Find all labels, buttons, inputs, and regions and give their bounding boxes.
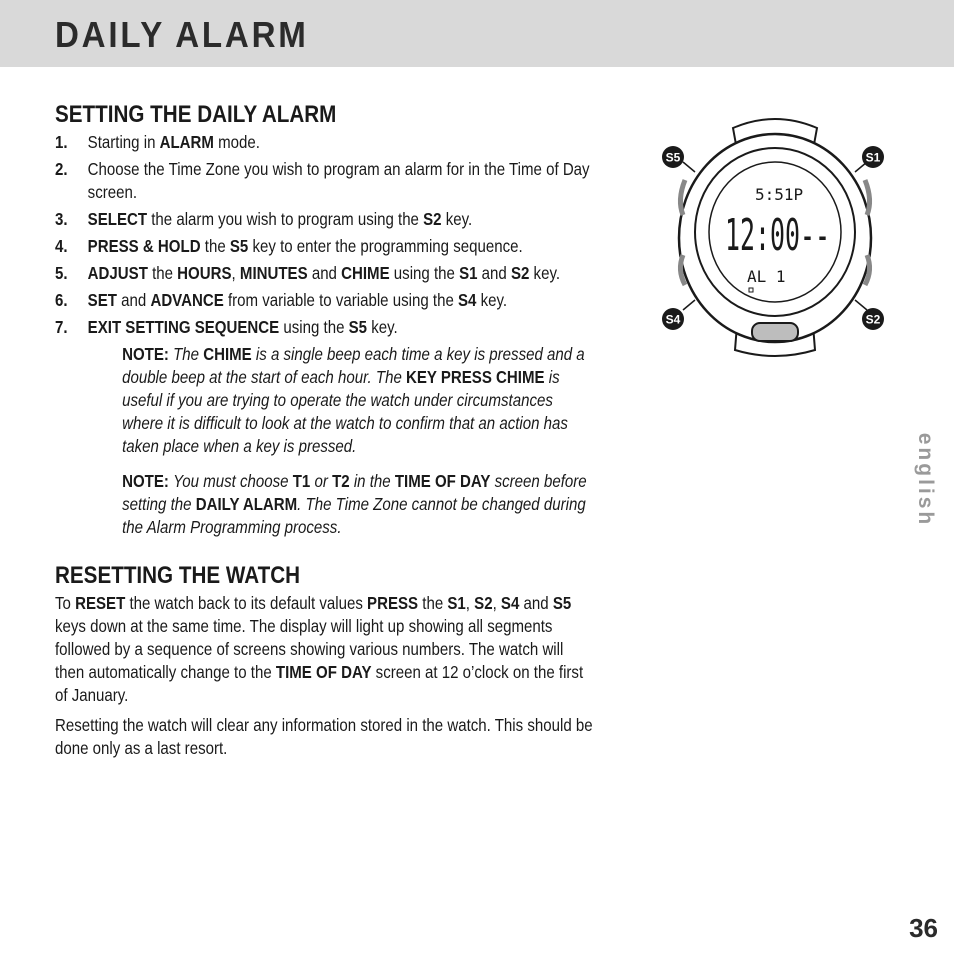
text-run: The <box>173 344 204 364</box>
text-run: in the <box>349 471 395 491</box>
svg-text:S2: S2 <box>865 312 881 327</box>
label-s4 <box>662 308 684 330</box>
step-number: 5. <box>55 263 68 283</box>
text-run: the watch back to its default values <box>125 593 368 613</box>
bold-text: TIME OF DAY <box>275 662 372 682</box>
step-item <box>55 208 595 231</box>
text-run: , <box>465 593 475 613</box>
text-run: using the <box>389 263 460 283</box>
label-s1 <box>862 146 884 168</box>
label-s5 <box>662 146 684 168</box>
bold-text: S4 <box>500 593 520 613</box>
text-run: key. <box>367 317 398 337</box>
bold-text: ADVANCE <box>150 290 224 310</box>
text-run: Resetting the watch will clear any information stored in the watch. This should be done only as a last resort. <box>55 715 593 758</box>
text-run: and <box>116 290 151 310</box>
main-content <box>55 100 595 767</box>
step-number: 2. <box>55 159 68 179</box>
bold-text: T2 <box>332 471 350 491</box>
pointer-s5 <box>683 162 695 172</box>
step-number: 1. <box>55 132 68 152</box>
text-run: is a single beep each time a key is pressed and a double beep at the start of each hour. The <box>122 344 585 387</box>
bold-text: SET <box>87 290 117 310</box>
reset-paragraphs <box>55 592 595 760</box>
text-run: or <box>310 471 333 491</box>
watch-display-main: 12:00-- <box>725 210 830 261</box>
note <box>122 343 595 458</box>
bold-text: KEY PRESS CHIME <box>406 367 545 387</box>
step-item <box>55 316 595 339</box>
bold-text: S5 <box>229 236 249 256</box>
text-run: key to enter the programming sequence. <box>248 236 523 256</box>
text-run: screen at 12 o’clock on the first of January. <box>55 662 584 705</box>
svg-text:S4: S4 <box>665 312 681 327</box>
bold-text: EXIT SETTING SEQUENCE <box>87 317 280 337</box>
bold-text: S2 <box>474 593 493 613</box>
bold-text: RESET <box>75 593 126 613</box>
bold-text: ALARM <box>159 132 214 152</box>
bold-text: S1 <box>459 263 478 283</box>
text-run: Starting in <box>87 132 160 152</box>
text-run: mode. <box>213 132 260 152</box>
step-item <box>55 131 595 154</box>
bold-text: DAILY ALARM <box>195 494 298 514</box>
text-run: Choose the Time Zone you wish to program an alarm for in the Time of Day screen. <box>87 159 590 202</box>
watch-front-button <box>752 323 798 341</box>
language-label: english <box>914 432 937 528</box>
watch-display-top: 5:51P <box>755 185 804 204</box>
bold-text: CHIME <box>341 263 390 283</box>
watch-illustration <box>655 110 895 365</box>
steps-list <box>55 131 595 339</box>
pointer-s4 <box>683 300 695 310</box>
notes-block <box>55 343 595 539</box>
reset-paragraph <box>55 714 595 760</box>
page-title: DAILY ALARM <box>55 14 309 55</box>
bold-text: PRESS <box>367 593 419 613</box>
page-number: 36 <box>909 913 938 943</box>
bold-text: ADJUST <box>87 263 148 283</box>
bold-text: MINUTES <box>239 263 308 283</box>
text-run: the <box>200 236 230 256</box>
note <box>122 470 595 539</box>
bold-text: T1 <box>292 471 311 491</box>
svg-text:S1: S1 <box>865 150 881 165</box>
text-run: key. <box>441 209 473 229</box>
watch-display-bottom: AL 1 <box>747 267 786 286</box>
language-tab <box>895 430 954 530</box>
text-run: the <box>418 593 448 613</box>
bold-text: TIME OF DAY <box>394 471 491 491</box>
bold-text: S2 <box>423 209 442 229</box>
step-number: 4. <box>55 236 68 256</box>
step-number: 3. <box>55 209 68 229</box>
section-heading-resetting: RESETTING THE WATCH <box>55 562 301 589</box>
step-number: 7. <box>55 317 68 337</box>
pointer-s2 <box>855 300 867 310</box>
text-run: using the <box>279 317 349 337</box>
text-run: and <box>307 263 342 283</box>
step-item <box>55 289 595 312</box>
text-run: keys down at the same time. The display will light up showing all segments followed by a sequence of screens showing various numbers. The watch will then automatically change to the <box>55 616 564 682</box>
bold-text: NOTE: <box>122 471 174 491</box>
text-run: To <box>55 593 76 613</box>
bold-text: S5 <box>348 317 368 337</box>
text-run: the <box>147 263 178 283</box>
section-heading-setting: SETTING THE DAILY ALARM <box>55 101 337 128</box>
bold-text: HOURS <box>177 263 232 283</box>
reset-paragraph <box>55 592 595 707</box>
label-s2 <box>862 308 884 330</box>
bold-text: S5 <box>552 593 572 613</box>
text-run: the alarm you wish to program using the <box>147 209 424 229</box>
bold-text: S1 <box>447 593 466 613</box>
step-item <box>55 262 595 285</box>
text-run: . The Time Zone cannot be changed during the Alarm Programming process. <box>122 494 586 537</box>
bold-text: S2 <box>510 263 530 283</box>
text-run: and <box>477 263 511 283</box>
step-item <box>55 158 595 204</box>
text-run: and <box>519 593 553 613</box>
bold-text: PRESS & HOLD <box>87 236 201 256</box>
step-number: 6. <box>55 290 68 310</box>
text-run: from variable to variable using the <box>223 290 459 310</box>
step-item <box>55 235 595 258</box>
text-run: key. <box>476 290 508 310</box>
text-run: , <box>231 263 240 283</box>
text-run: , <box>492 593 501 613</box>
bold-text: S4 <box>458 290 477 310</box>
bold-text: NOTE: <box>122 344 174 364</box>
text-run: You must choose <box>173 471 293 491</box>
bold-text: CHIME <box>203 344 252 364</box>
bold-text: SELECT <box>87 209 148 229</box>
header-bar <box>0 0 954 67</box>
text-run: key. <box>529 263 561 283</box>
text-run: screen before setting the <box>122 471 587 514</box>
svg-text:S5: S5 <box>665 150 681 165</box>
text-run: is useful if you are trying to operate the watch under circumstances where it is difficult to look at the watch to confirm that an action has taken place when a key is pressed. <box>122 367 568 456</box>
